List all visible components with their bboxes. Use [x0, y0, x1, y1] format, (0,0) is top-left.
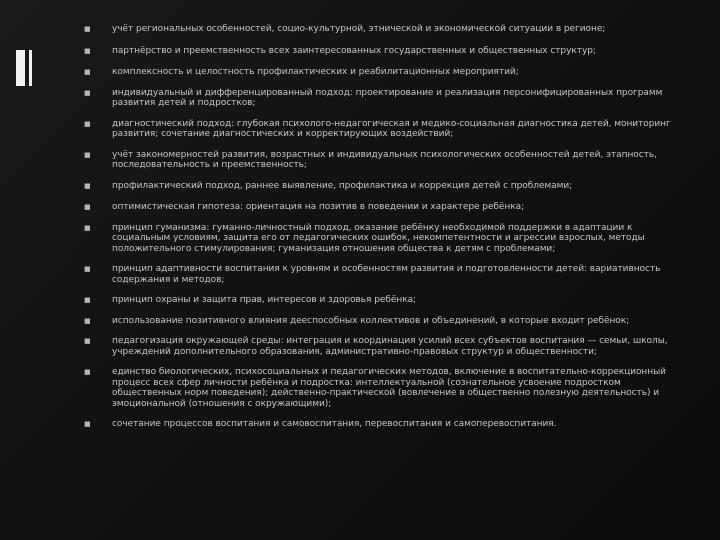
bullet-icon: ■ [84, 181, 91, 190]
accent-bar-thick [16, 50, 25, 86]
list-item [84, 223, 688, 255]
list-item [84, 46, 688, 57]
list-item [84, 119, 688, 140]
list-item-text: сочетание процессов воспитания и самовоспитания, перевоспитания и самоперевоспитания. [112, 419, 557, 429]
list-item-text: единство биологических, психосоциальных и педагогических методов, включение в воспитательно-коррекционный процесс всех сфер личности ребёнка и подростка: интеллектуальной (сознательное усвоение подростком общественных норм поведения); действенно-практической (вовлечение в общественно полезную деятельность) и эмоциональной (отношения с окружающими); [112, 367, 666, 409]
list-item-text: учёт закономерностей развития, возрастных и индивидуальных психологических особенностей детей, этапность, последовательность и преемственность; [112, 149, 657, 170]
list-item [84, 181, 688, 192]
accent-bar-thin [29, 50, 32, 86]
bullet-list [84, 24, 688, 430]
list-item-text: учёт региональных особенностей, социо-культурной, этнической и экономической ситуации в регионе; [112, 24, 606, 34]
bullet-icon: ■ [84, 296, 91, 304]
bullet-icon: ■ [84, 150, 91, 159]
list-item-text: принцип гуманизма: гуманно-личностный подход, оказание ребёнку необходимой поддержки в адаптации к социальным условиям, защита его от педагогических ошибок, некомпетентности и агрессии взрослых, методы положительного стимулирования; гуманизация отношения общества к детям с проблемами; [112, 222, 645, 254]
list-item-text: оптимистическая гипотеза: ориентация на позитив в поведении и характере ребёнка; [112, 202, 525, 212]
list-item [84, 316, 688, 327]
list-item [84, 150, 688, 171]
list-item-text: профилактический подход, раннее выявление, профилактика и коррекция детей с проблемами; [112, 180, 573, 191]
bullet-icon: ■ [84, 203, 91, 211]
list-item-text: принцип адаптивности воспитания к уровням и особенностям развития и подготовленности детей: вариативность содержания и методов; [112, 264, 661, 285]
list-item-text: принцип охраны и защита прав, интересов и здоровья ребёнка; [112, 295, 417, 305]
bullet-icon: ■ [84, 420, 91, 428]
bullet-icon: ■ [84, 25, 91, 33]
list-item [84, 419, 688, 430]
list-item [84, 367, 688, 409]
bullet-icon: ■ [84, 265, 91, 273]
bullet-icon: ■ [84, 46, 91, 55]
list-item-text: комплексность и целостность профилактических и реабилитационных мероприятий; [112, 67, 519, 77]
bullet-icon: ■ [84, 368, 91, 376]
list-item [84, 67, 688, 78]
list-item-text: партнёрство и преемственность всех заинтересованных государственных и общественных структур; [112, 45, 596, 56]
list-item-text: индивидуальный и дифференцированный подход: проектирование и реализация персонифицированных программ развития детей и подростков; [112, 87, 663, 108]
list-item-text: использование позитивного влияния дееспособных коллективов и объединений, в которые входит ребёнок; [112, 315, 630, 326]
list-item-text: диагностический подход: глубокая психолого-недагогическая и медико-социальная диагностика детей, мониторинг развития; сочетание диагностических и корректирующих воздействий; [112, 118, 671, 139]
list-item [84, 295, 688, 306]
list-item [84, 24, 688, 35]
bullet-icon: ■ [84, 337, 91, 345]
list-item [84, 88, 688, 109]
bullet-icon: ■ [84, 316, 91, 325]
list-item [84, 336, 688, 357]
bullet-icon: ■ [84, 88, 91, 97]
bullet-icon: ■ [84, 119, 91, 128]
list-item-text: педагогизация окружающей среды: интеграция и координация усилий всех субъектов воспитания — семьи, школы, учреждений дополнительного образования, административно-правовых структур и общественности; [112, 336, 668, 357]
list-item [84, 264, 688, 285]
bullet-icon: ■ [84, 68, 91, 76]
list-item [84, 202, 688, 213]
bullet-icon: ■ [84, 223, 91, 232]
